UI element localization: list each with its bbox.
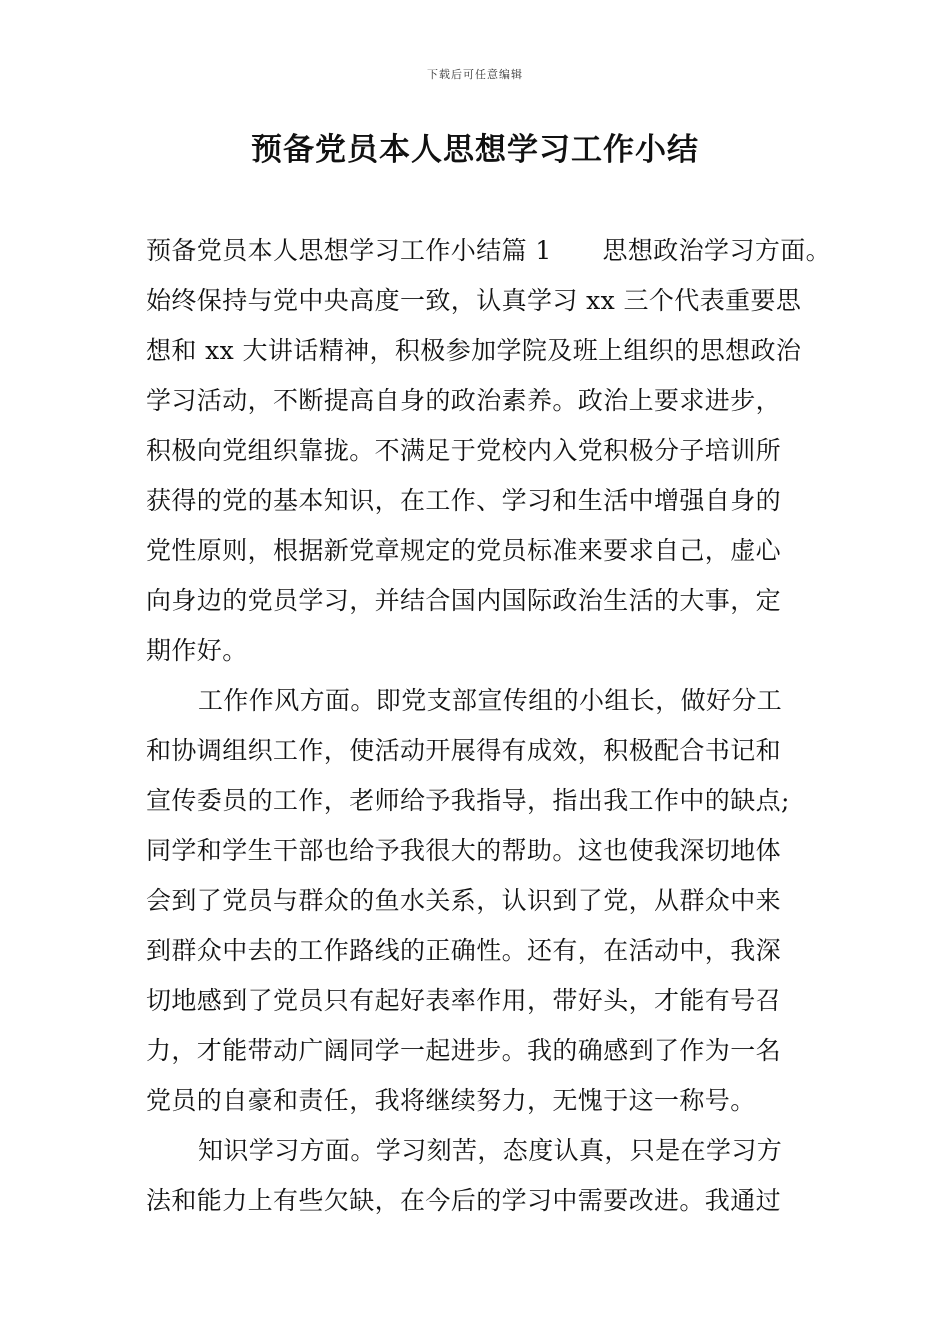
body-line: 预备党员本人思想学习工作小结篇 1 思想政治学习方面。 [146,236,832,265]
body-line: 始终保持与党中央高度一致，认真学习 xx 三个代表重要思 [146,286,802,315]
header-note: 下载后可任意编辑 [427,68,523,81]
body-line: 同学和学生干部也给予我很大的帮助。这也使我深切地体 [146,836,782,865]
body-line: 和协调组织工作，使活动开展得有成效，积极配合书记和 [146,736,782,765]
body-line: 知识学习方面。学习刻苦，态度认真，只是在学习方 [198,1136,783,1165]
body-line: 党性原则，根据新党章规定的党员标准来要求自己，虚心 [146,536,782,565]
body-line: 向身边的党员学习，并结合国内国际政治生活的大事，定 [146,586,782,615]
body-line: 法和能力上有些欠缺，在今后的学习中需要改进。我通过 [146,1186,782,1215]
body-line: 力，才能带动广阔同学一起进步。我的确感到了作为一名 [146,1036,782,1065]
body-line: 工作作风方面。即党支部宣传组的小组长，做好分工 [198,686,783,715]
body-line: 获得的党的基本知识，在工作、学习和生活中增强自身的 [146,486,782,515]
body-line: 切地感到了党员只有起好表率作用，带好头，才能有号召 [146,986,782,1015]
body-line: 期作好。 [146,636,248,665]
document-body [146,226,832,1226]
body-line: 党员的自豪和责任，我将继续努力，无愧于这一称号。 [146,1086,756,1115]
body-line: 积极向党组织靠拢。不满足于党校内入党积极分子培训所 [146,436,782,465]
body-line: 想和 xx 大讲话精神，积极参加学院及班上组织的思想政治 [146,336,802,365]
body-line: 到群众中去的工作路线的正确性。还有，在活动中，我深 [146,936,782,965]
document-title: 预备党员本人思想学习工作小结 [251,132,699,168]
body-line: 学习活动，不断提高自身的政治素养。政治上要求进步， [146,386,782,415]
body-line: 宣传委员的工作，老师给予我指导，指出我工作中的缺点; [146,786,790,815]
body-line: 会到了党员与群众的鱼水关系，认识到了党，从群众中来 [146,886,782,915]
